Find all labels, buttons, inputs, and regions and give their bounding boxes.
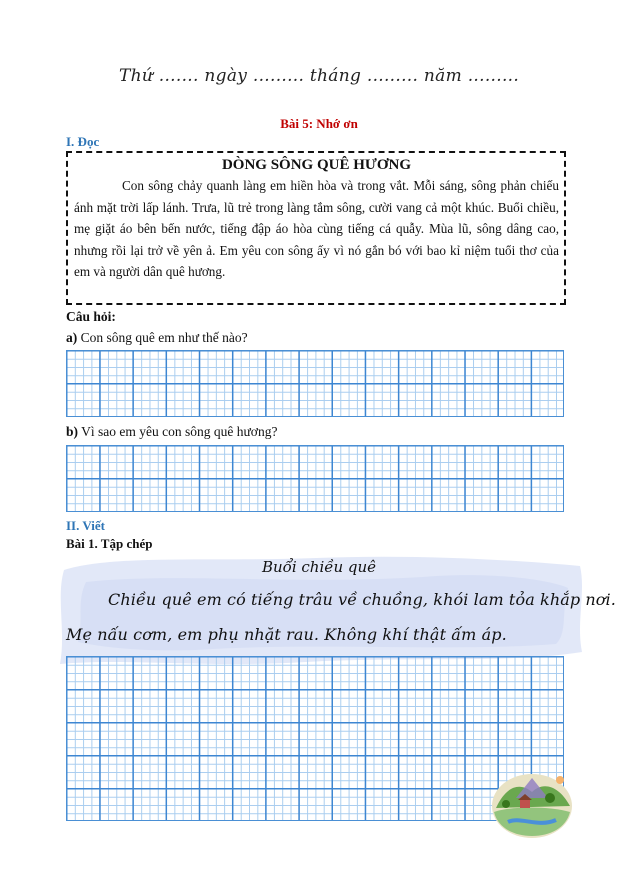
answer-grid-a[interactable]: [66, 350, 564, 417]
question-a-text: Con sông quê em như thế nào?: [77, 330, 248, 345]
exercise-heading: Bài 1. Tập chép: [66, 536, 153, 551]
copy-line-2: Mẹ nấu cơm, em phụ nhặt rau. Không khí thật ấm áp.: [66, 625, 507, 644]
question-b-letter: b): [66, 424, 79, 439]
questions-heading: Câu hỏi:: [66, 309, 116, 324]
date-line: Thứ ....... ngày ......... tháng ......... năm .........: [118, 66, 520, 86]
landscape-illustration: [490, 762, 574, 840]
passage-text: Con sông chảy quanh làng em hiền hòa và trong vắt. Mỗi sáng, sông phản chiếu ánh mặt trời lấp lánh. Trưa, lũ trẻ trong làng tắm sông, cười vang cả một khúc. Buổi chiều, mẹ giặt áo bên bến nước, tiếng đập áo hòa cùng tiếng cá quẫy. Mùa lũ, sông dâng cao, nhưng rồi lại trở về yên ả. Em yêu con sông ấy vì nó gắn bó với bao kỉ niệm tuổi thơ của em và người dân quê hương.: [74, 178, 559, 279]
lesson-title: Bài 5: Nhớ ơn: [280, 116, 358, 131]
copy-line-1: Chiều quê em có tiếng trâu về chuồng, khói lam tỏa khắp nơi.: [108, 590, 616, 609]
reading-passage-box: [66, 151, 566, 305]
writing-section-heading: II. Viết: [66, 518, 105, 533]
question-a-letter: a): [66, 330, 78, 345]
reading-section-heading: I. Đọc: [66, 134, 100, 149]
copy-title: Buổi chiều quê: [261, 558, 377, 576]
question-b-text: Vì sao em yêu con sông quê hương?: [78, 424, 278, 439]
passage-title: DÒNG SÔNG QUÊ HƯƠNG: [221, 157, 412, 173]
answer-grid-b[interactable]: [66, 445, 564, 512]
question-b: [66, 424, 277, 440]
question-a: [66, 330, 248, 346]
